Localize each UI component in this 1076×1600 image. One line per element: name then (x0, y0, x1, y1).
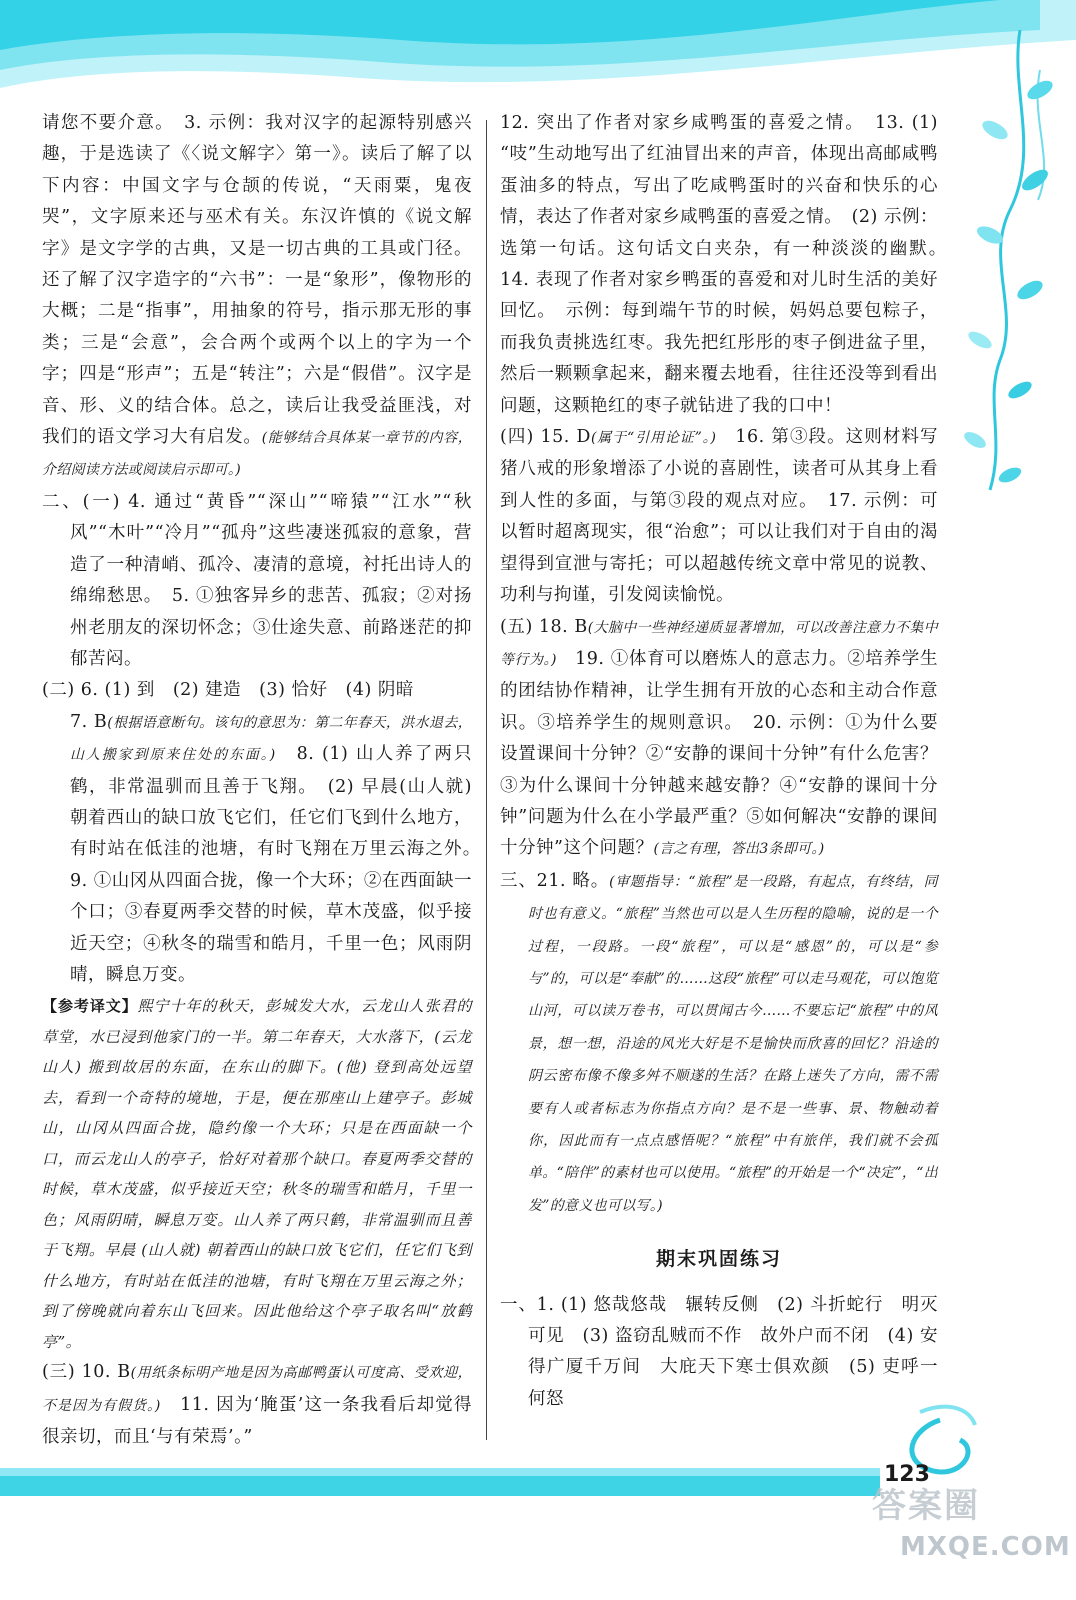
answer-paragraph: (三) 10. B(用纸条标明产地是因为高邮鸭蛋认可度高、受欢迎，不是因为有假货。) 11. 因为‘腌蛋’这一条我看后却觉得很亲切，而且‘与有荣焉’。” (42, 1362, 472, 1448)
answer-paragraph: 一、1. (1) 悠哉悠哉 辗转反侧 (2) 斗折蛇行 明灭可见 (3) 盗窃乱贼而不作 故外户而不闭 (4) 安得广厦千万间 大庇天下寒士俱欢颜 (5) 吏呼一何怒 (500, 1294, 938, 1409)
answer-paragraph: 二、(一) 4. 通过“黄昏”“深山”“啼猿”“江水”“秋风”“木叶”“冷月”“孤舟”这些凄迷孤寂的意象，营造了一种清峭、孤冷、凄清的意境，衬托出诗人的绵绵愁思。 5. ①独客异乡的悲苦、孤寂；②对扬州老朋友的深切怀念；③仕途失意、前路迷茫的抑郁苦闷。 (42, 491, 472, 669)
answer-paragraph: 三、21. 略。(审题指导：“旅程”是一段路，有起点，有终结，同时也有意义。“旅程”当然也可以是人生历程的隐喻，说的是一个过程，一段路。一段“旅程”，可以是“感恩”的，可以是“参与”的，可以是“奉献”的……这段“旅程”可以走马观花，可以饱览山河，可以读万卷书，可以贯闻古今……不要忘记“旅程”中的风景，想一想，沿途的风光大好是不是愉快而欣喜的回忆？沿途的阴云密布像不像多舛不顺遂的生活？在路上迷失了方向，需不需要有人或者标志为你指点方向？是不是一些事、景、物触动着你，因此而有一点点感悟呢？“旅程”中有旅伴，我们就不会孤单。“陪伴”的素材也可以使用。“旅程”的开始是一个“决定”，“出发”的意义也可以写。) (500, 870, 938, 1214)
vine-decoration (950, 30, 1076, 500)
left-column (42, 108, 490, 1454)
answer-paragraph: 请您不要介意。 3. 示例：我对汉字的起源特别感兴趣，于是选读了《〈说文解字〉第一》。读后了解了以下内容：中国文字与仓颉的传说，“天雨粟，鬼夜哭”，文字原来还与巫术有关。东汉许慎的《说文解字》是文字学的古典，又是一切古典的工具或门径。还了解了汉字造字的“六书”：一是“象形”，像物形的大概；二是“指事”，用抽象的符号，指示那无形的事类；三是“会意”，会合两个或两个以上的字为一个字；四是“形声”；五是“转注”；六是“假借”。汉字是音、形、义的结合体。总之，读后让我受益匪浅，对我们的语文学习大有启发。(能够结合具体某一章节的内容，介绍阅读方法或阅读启示即可。) (42, 113, 473, 479)
answer-paragraph: (二) 6. (1) 到 (2) 建造 (3) 恰好 (4) 阴暗 (42, 680, 414, 701)
answer-paragraph: 7. B(根据语意断句。该句的意思为：第二年春天，洪水退去，山人搬家到原来住处的东面。) 8. (1) 山人养了两只鹤，非常温驯而且善于飞翔。 (2) 早晨(山人就) 朝着西山的缺口放飞它们，任它们飞到什么地方，有时站在低洼的池塘，有时飞翔在万里云海之外。 9. ①山冈从四面合拢，像一个大环；②在西面缺一个口；③春夏两季交替的时候，草木茂盛，似乎接近天空；④秋冬的瑞雪和皓月，千里一色；风雨阴晴，瞬息万变。 (70, 711, 490, 985)
footer-bar (0, 1464, 880, 1504)
answer-paragraph: (五) 18. B(大脑中一些神经递质显著增加，可以改善注意力不集中等行为。) 19. ①体育可以磨炼人的意志力。②培养学生的团结协作精神，让学生拥有开放的心态和主动合作意识。③培养学生的规则意识。 20. 示例：①为什么要设置课间十分钟？②“安静的课间十分钟”有什么危害？③为什么课间十分钟越来越安静？④“安静的课间十分钟”问题为什么在小学最严重？⑤如何解决“安静的课间十分钟”这个问题？(言之有理，答出3条即可。) (500, 616, 938, 859)
translation-paragraph: 【参考译文】熙宁十年的秋天，彭城发大水，云龙山人张君的草堂，水已浸到他家门的一半。第二年春天，大水落下，(云龙山人) 搬到故居的东面，在东山的脚下。(他) 登到高处远望去，看到一个奇特的境地，于是，便在那座山上建亭子。彭城山，山冈从四面合拢，隐约像一个大环；只是在西面缺一个口，而云龙山人的亭子，恰好对着那个缺口。春夏两季交替的时候，草木茂盛，似乎接近天空；秋冬的瑞雪和皓月，千里一色；风雨阴晴，瞬息万变。山人养了两只鹤，非常温驯而且善于飞翔。早晨 (山人就) 朝着西山的缺口放飞它们，任它们飞到什么地方，有时站在低洼的池塘，有时飞翔在万里云海之外；到了傍晚就向着东山飞回来。因此他给这个亭子取名叫“放鹤亭”。 (42, 997, 472, 1351)
watermark-logo: 答案圈 (872, 1486, 980, 1526)
header-swoosh (0, 0, 1076, 110)
column-divider (486, 120, 487, 1440)
watermark-url: MXQE.COM (900, 1532, 1071, 1562)
answer-paragraph: 12. 突出了作者对家乡咸鸭蛋的喜爱之情。 13. (1) “吱”生动地写出了红油冒出来的声音，体现出高邮咸鸭蛋油多的特点，写出了吃咸鸭蛋时的兴奋和快乐的心情，表达了作者对家乡咸鸭蛋的喜爱之情。 (2) 示例：选第一句话。这句话文白夹杂，有一种淡淡的幽默。 14. 表现了作者对家乡鸭蛋的喜爱和对儿时生活的美好回忆。 示例：每到端午节的时候，妈妈总要包粽子，而我负责挑选红枣。我先把红彤彤的枣子倒进盆子里，然后一颗颗拿起来，翻来覆去地看，往往还没等到看出问题，这颗艳红的枣子就钻进了我的口中！ (500, 113, 956, 416)
answer-paragraph: (四) 15. D(属于“引用论证”。) 16. 第③段。这则材料写猪八戒的形象增添了小说的喜剧性，读者可从其身上看到人性的多面，与第③段的观点对应。 17. 示例：可以暂时超离现实，很“治愈”；可以让我们对于自由的渴望得到宣泄与寄托；可以超越传统文章中常见的说教、功利与拘谨，引发阅读愉悦。 (500, 427, 938, 606)
section-title: 期末巩固练习 (655, 1248, 782, 1271)
page-number: 123 (884, 1462, 930, 1487)
right-column (500, 108, 956, 1415)
